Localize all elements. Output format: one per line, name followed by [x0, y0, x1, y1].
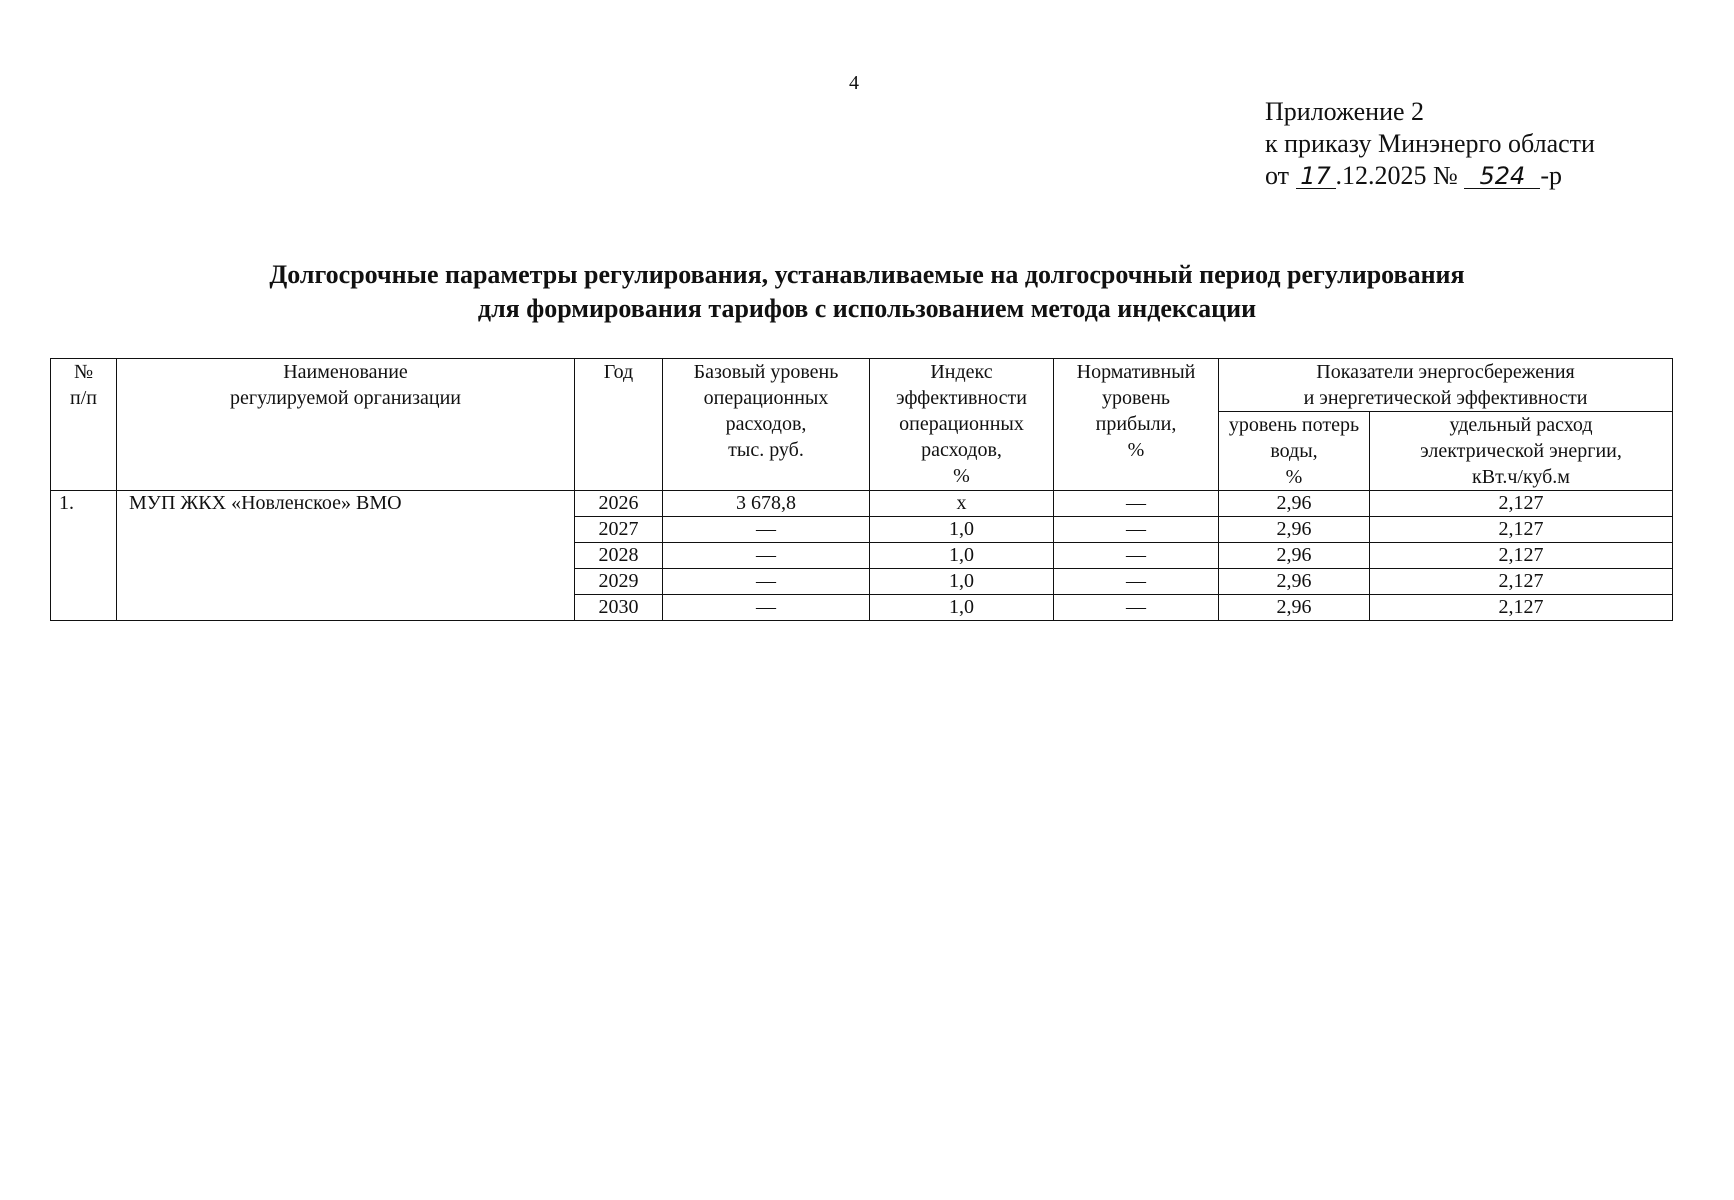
header-energy-group: Показатели энергосбережения и энергетической эффективности [1219, 359, 1673, 412]
cell-specific-consumption: 2,127 [1370, 595, 1673, 621]
cell-efficiency-index: х [870, 491, 1054, 517]
table-row [51, 491, 1673, 517]
appendix-line-2: к приказу Минэнерго области [1265, 129, 1595, 158]
page-number: 4 [849, 72, 859, 94]
number-suffix: -р [1540, 161, 1563, 190]
organization-name: МУП ЖКХ «Новленское» ВМО [117, 491, 575, 621]
appendix-line-1: Приложение 2 [1265, 97, 1425, 126]
header-efficiency-index: Индекс эффективности операционных расходов, % [870, 359, 1054, 491]
cell-water-loss: 2,96 [1219, 569, 1370, 595]
cell-specific-consumption: 2,127 [1370, 569, 1673, 595]
cell-efficiency-index: 1,0 [870, 569, 1054, 595]
header-year: Год [575, 359, 663, 491]
cell-profit-level: — [1054, 569, 1219, 595]
cell-year: 2030 [575, 595, 663, 621]
title-line-1: Долгосрочные параметры регулирования, устанавливаемые на долгосрочный период регулирования [269, 260, 1465, 289]
cell-year: 2026 [575, 491, 663, 517]
cell-specific-consumption: 2,127 [1370, 491, 1673, 517]
header-base-opex: Базовый уровень операционных расходов, тыс. руб. [663, 359, 870, 491]
cell-year: 2028 [575, 543, 663, 569]
handwritten-number: 524 [1464, 164, 1540, 189]
date-suffix: .12.2025 № [1335, 161, 1458, 190]
cell-base-opex: 3 678,8 [663, 491, 870, 517]
cell-specific-consumption: 2,127 [1370, 543, 1673, 569]
cell-year: 2027 [575, 517, 663, 543]
document-title [0, 258, 1734, 326]
cell-water-loss: 2,96 [1219, 595, 1370, 621]
cell-profit-level: — [1054, 595, 1219, 621]
cell-specific-consumption: 2,127 [1370, 517, 1673, 543]
cell-water-loss: 2,96 [1219, 543, 1370, 569]
appendix-line-3 [1265, 160, 1595, 192]
cell-year: 2029 [575, 569, 663, 595]
row-number: 1. [51, 491, 117, 621]
header-profit-level: Нормативный уровень прибыли, % [1054, 359, 1219, 491]
cell-profit-level: — [1054, 543, 1219, 569]
date-prefix: от [1265, 161, 1290, 190]
cell-efficiency-index: 1,0 [870, 517, 1054, 543]
header-num: № п/п [51, 359, 117, 491]
cell-base-opex: — [663, 543, 870, 569]
header-water-loss: уровень потерь воды, % [1219, 412, 1370, 491]
title-line-2: для формирования тарифов с использованием метода индексации [477, 294, 1257, 323]
cell-water-loss: 2,96 [1219, 491, 1370, 517]
header-org: Наименование регулируемой организации [117, 359, 575, 491]
handwritten-date: 17 [1296, 164, 1336, 189]
cell-profit-level: — [1054, 491, 1219, 517]
cell-efficiency-index: 1,0 [870, 543, 1054, 569]
cell-water-loss: 2,96 [1219, 517, 1370, 543]
parameters-table [50, 358, 1673, 621]
cell-profit-level: — [1054, 517, 1219, 543]
cell-base-opex: — [663, 569, 870, 595]
appendix-block [1265, 96, 1595, 192]
cell-base-opex: — [663, 595, 870, 621]
table-body [51, 491, 1673, 621]
cell-base-opex: — [663, 517, 870, 543]
cell-efficiency-index: 1,0 [870, 595, 1054, 621]
header-specific-consumption: удельный расход электрической энергии, кВт.ч/куб.м [1370, 412, 1673, 491]
